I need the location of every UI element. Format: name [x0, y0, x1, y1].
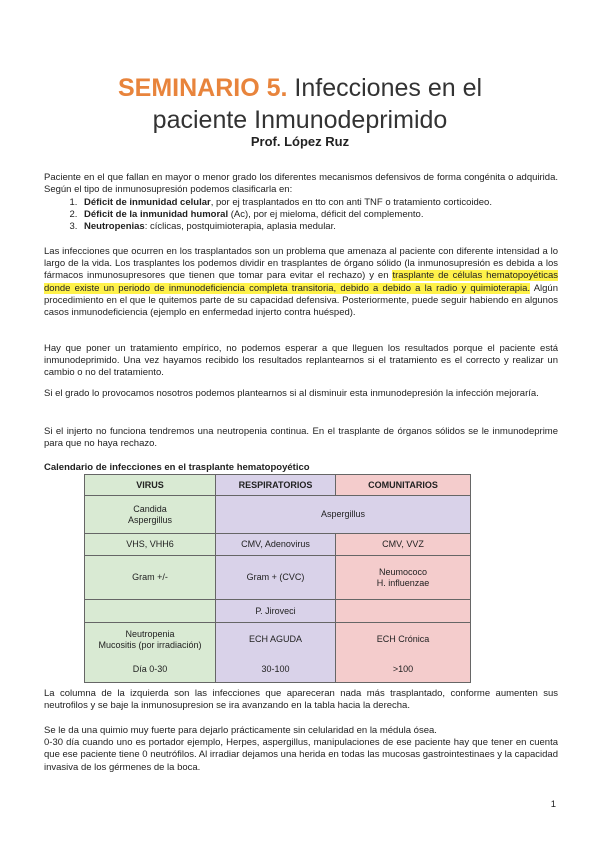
infection-calendar-table: [84, 474, 471, 683]
cell-line: Aspergillus: [127, 514, 173, 525]
list-item: [80, 209, 558, 221]
list-item-term: Neutropenias: [84, 221, 145, 233]
calendar-title: Calendario de infecciones en el trasplante hematopoyético: [44, 462, 310, 473]
page-title: [40, 72, 560, 136]
transplant-paragraph: [44, 246, 558, 319]
table-cell: CMV, Adenovirus: [216, 534, 336, 556]
table-row: [85, 534, 471, 556]
header-respiratorios: RESPIRATORIOS: [216, 475, 336, 496]
title-line2: paciente Inmunodeprimido: [152, 106, 448, 134]
table-cell: Día 0-30: [85, 657, 216, 683]
table-cell: [85, 496, 216, 534]
cell-line: Mucositis (por irradiación): [98, 639, 202, 650]
transplant-text: Las infecciones que ocurren en los trasplantados son un problema que amenaza al paciente con diferente intensidad a lo largo de la vida. Los trasplantes los podemos dividir en trasplantes de órgano sólido (la inmunosupresión es debida a los fármacos inmunosupresores que tienen que tomar para evitar el rechazo) y en: [44, 246, 558, 282]
graft-paragraph: Si el injerto no funciona tendremos una neutropenia continua. En el trasplante de órganos sólidos se le inmunodeprime para que no haya rechazo.: [44, 426, 558, 450]
list-item-text: (Ac), por ej mieloma, déficit del complemento.: [228, 209, 424, 221]
table-cell: [336, 556, 471, 600]
table-cell: [85, 623, 216, 657]
highlighted-text: trasplante de células hematopoyéticas donde existe un periodo de inmunodeficiencia completa transitoria, debido a debido a la radio y quimioterapia.: [44, 270, 558, 294]
list-item-text: , por ej trasplantados en tto con anti TNF o tratamiento corticoideo.: [210, 197, 492, 208]
table-row: [85, 556, 471, 600]
table-cell: Gram +/-: [85, 556, 216, 600]
table-cell: ECH Crónica: [336, 623, 471, 657]
empiric-treatment-paragraph: Hay que poner un tratamiento empírico, no podemos esperar a que lleguen los resultados porque el paciente está inmunodeprimido. Una vez hayamos recibido los resultados replantearnos si el tratamiento es el correcto y realizar un cambio o no del tratamiento.: [44, 343, 558, 379]
table-cell: ECH AGUDA: [216, 623, 336, 657]
title-line1: Infecciones en el: [294, 74, 483, 102]
cell-line: Neumococo: [378, 566, 428, 577]
immunodepression-paragraph: Si el grado lo provocamos nosotros podemos plantearnos si al disminuir esta inmunodepresión la infección mejoraría.: [44, 388, 539, 399]
seminar-label: SEMINARIO 5.: [117, 74, 288, 102]
list-item: [80, 221, 558, 233]
list-item-term: Déficit de la inmunidad humoral: [84, 209, 229, 221]
page-number: 1: [550, 799, 556, 810]
table-cell-merged: Aspergillus: [216, 496, 471, 534]
chemo-line: Se le da una quimio muy fuerte para dejarlo prácticamente sin celularidad en la médula ósea.: [44, 725, 437, 736]
table-cell: 30-100: [216, 657, 336, 683]
list-item-term: Déficit de inmunidad celular: [84, 197, 211, 208]
chemo-paragraph: [44, 725, 558, 774]
table-row: [85, 657, 471, 683]
table-cell: [336, 600, 471, 623]
transplant-text-end: Algún procedimiento en el que le quitemos parte de su capacidad defensiva. Posteriormente, puede seguir habiendo en algunos casos inmunodeficiencia (ejemplo en enfermedad injerto contra huésped).: [44, 282, 558, 319]
portador-text: 0-30 día cuando uno es portador ejemplo, Herpes, aspergillus, manipulaciones de ese paciente hay que tener en cuenta que ese paciente tiene 0 neutrófilos. Al irradiar dejamos una herida en todas las mucosas gastrointestinaes y la capacidad invasiva de los gérmenes de la boca.: [44, 737, 558, 773]
table-cell: Gram + (CVC): [216, 556, 336, 600]
immunosuppression-list: [44, 197, 558, 234]
list-item-text: : cíclicas, postquimioterapia, aplasia medular.: [144, 221, 336, 233]
table-row: [85, 623, 471, 657]
table-cell: CMV, VVZ: [336, 534, 471, 556]
table-row: [85, 496, 471, 534]
cell-line: H. influenzae: [376, 577, 430, 588]
table-cell: VHS, VHH6: [85, 534, 216, 556]
table-cell: [85, 600, 216, 623]
table-explanation-paragraph: La columna de la izquierda son las infecciones que apareceran nada más trasplantado, conforme aumenten sus neutrofilos y se baje la inmunosupresion se ira avanzando en la tabla hacia la derecha.: [44, 688, 558, 712]
header-virus: VIRUS: [85, 475, 216, 496]
cell-line: Neutropenia: [125, 628, 175, 639]
header-comunitarios: COMUNITARIOS: [336, 475, 471, 496]
table-cell: P. Jiroveci: [216, 600, 336, 623]
list-item: [80, 197, 558, 209]
author: Prof. López Ruz: [250, 134, 350, 149]
table-row: [85, 600, 471, 623]
table-cell: >100: [336, 657, 471, 683]
cell-line: Candida: [133, 503, 167, 514]
table-header-row: [85, 475, 471, 496]
intro-paragraph: Paciente en el que fallan en mayor o menor grado los diferentes mecanismos defensivos de forma congénita o adquirida. Según el tipo de inmunosupresión podemos clasificarla en:: [44, 172, 558, 196]
